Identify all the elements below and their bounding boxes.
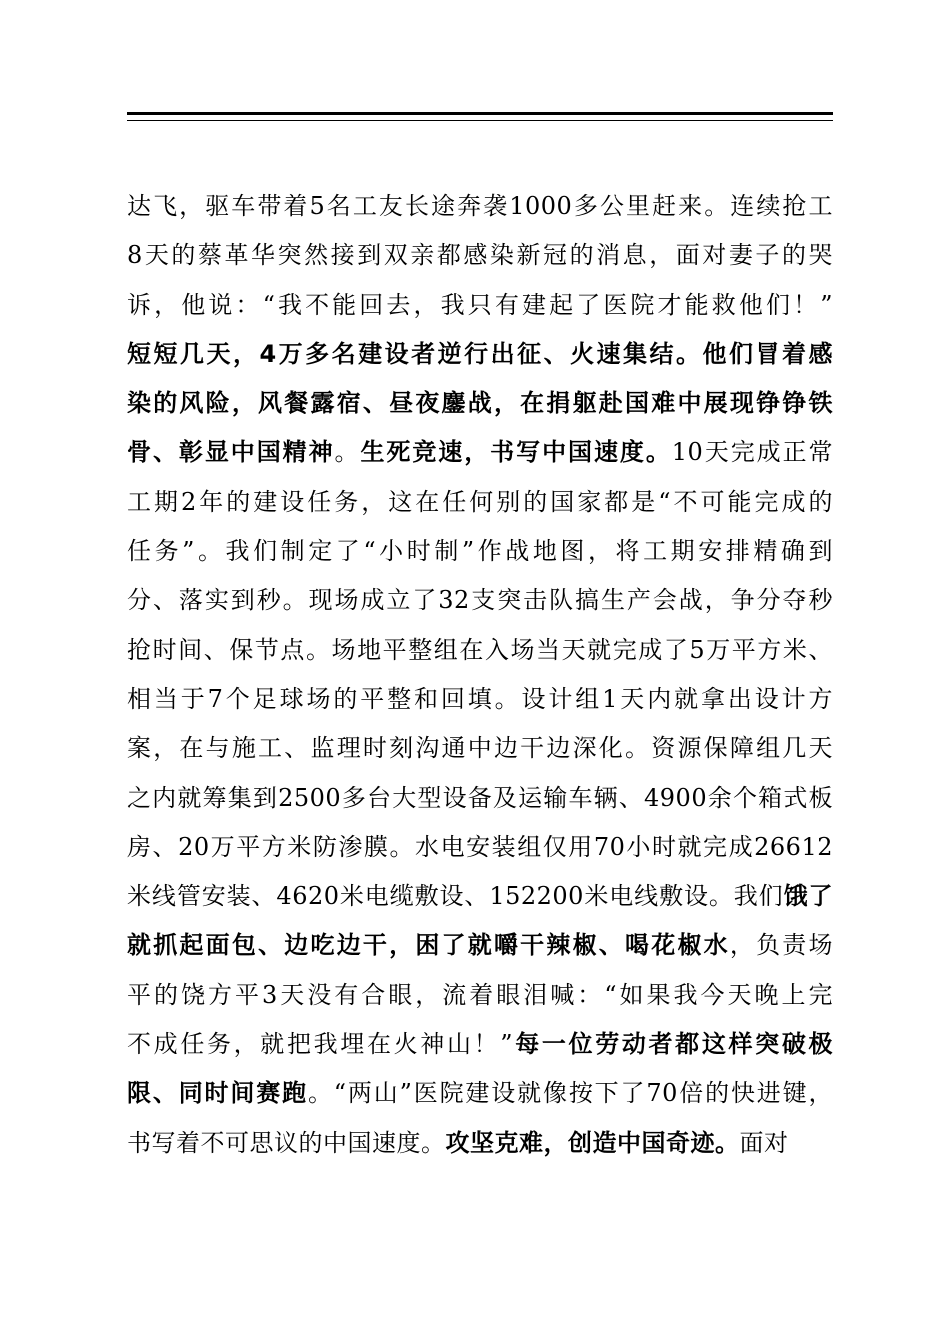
text-line <box>127 428 833 477</box>
text-segment: 8天的蔡革华突然接到双亲都感染新冠的消息，面对妻子的哭 <box>127 241 833 270</box>
text-segment: 达飞，驱车带着5名工友长途奔袭1000多公里赶来。连续抢工 <box>127 192 833 220</box>
bold-text-segment: 骨、彰显中国精神 <box>127 438 335 467</box>
text-segment: 米线管安装、4620米电缆敷设、152200米电线敷设。我们 <box>127 882 784 911</box>
bold-text-segment: 生死竞速，书写中国速度。 <box>360 438 672 467</box>
text-segment: 10天完成正常 <box>671 438 834 467</box>
bold-text-segment: 就抓起面包、边吃边干，困了就嚼干辣椒、喝花椒水 <box>127 931 730 960</box>
text-segment: 任务”。我们制定了“小时制”作战地图，将工期安排精确到 <box>127 537 833 566</box>
bold-text-segment: 每一位劳动者都这样突破极 <box>513 1030 833 1059</box>
bold-text-segment: 短短几天，4万多名建设者逆行出征、火速集结。他们冒着感 <box>127 339 833 368</box>
text-segment: ，负责场 <box>729 931 834 960</box>
text-segment: 诉，他说：“我不能回去，我只有建起了医院才能救他们！” <box>127 290 833 319</box>
text-line <box>127 231 833 280</box>
text-line <box>127 330 833 379</box>
text-segment: 工期2年的建设任务，这在任何别的国家都是“不可能完成的 <box>127 487 833 516</box>
text-segment: 书写着不可思议的中国速度。 <box>127 1128 446 1157</box>
text-line <box>127 872 833 921</box>
text-segment: 案，在与施工、监理时刻沟通中边干边深化。资源保障组几天 <box>127 734 833 763</box>
text-line <box>127 281 833 330</box>
text-line <box>127 576 833 625</box>
bold-text-segment: 限、同时间赛跑 <box>127 1079 308 1108</box>
text-line <box>127 1020 833 1069</box>
text-line <box>127 921 833 970</box>
text-segment: 平的饶方平3天没有合眼，流着眼泪喊：“如果我今天晚上完 <box>127 980 833 1009</box>
text-line <box>127 724 833 773</box>
text-line <box>127 823 833 872</box>
text-segment: 不成任务，就把我埋在火神山！” <box>127 1030 514 1059</box>
text-segment: 分、落实到秒。现场成立了32支突击队搞生产会战，争分夺秒 <box>127 586 833 615</box>
text-line <box>127 527 833 576</box>
text-segment: 相当于7个足球场的平整和回填。设计组1天内就拿出设计方 <box>127 684 833 713</box>
text-line <box>127 626 833 675</box>
text-segment: 。“两山”医院建设就像按下了70倍的快进键， <box>307 1079 834 1108</box>
text-segment: 。 <box>334 438 361 467</box>
text-line <box>127 379 833 428</box>
text-line <box>127 1069 833 1118</box>
text-line <box>127 182 833 231</box>
text-line <box>127 971 833 1020</box>
text-line <box>127 478 833 527</box>
bold-text-segment: 饿了 <box>783 882 833 911</box>
bold-text-segment: 攻坚克难，创造中国奇迹。 <box>445 1128 740 1157</box>
bold-text-segment: 染的风险，风餐露宿、昼夜鏖战，在捐躯赴国难中展现铮铮铁 <box>127 389 833 418</box>
text-line <box>127 774 833 823</box>
text-line <box>127 1119 833 1168</box>
text-segment: 抢时间、保节点。场地平整组在入场当天就完成了5万平方米、 <box>127 635 833 664</box>
text-line <box>127 675 833 724</box>
header-double-rule <box>127 112 833 121</box>
text-segment: 面对 <box>739 1128 789 1157</box>
text-segment: 房、20万平方米防渗膜。水电安装组仅用70小时就完成26612 <box>127 832 833 861</box>
document-body <box>127 182 833 1168</box>
text-segment: 之内就筹集到2500多台大型设备及运输车辆、4900余个箱式板 <box>127 783 833 812</box>
